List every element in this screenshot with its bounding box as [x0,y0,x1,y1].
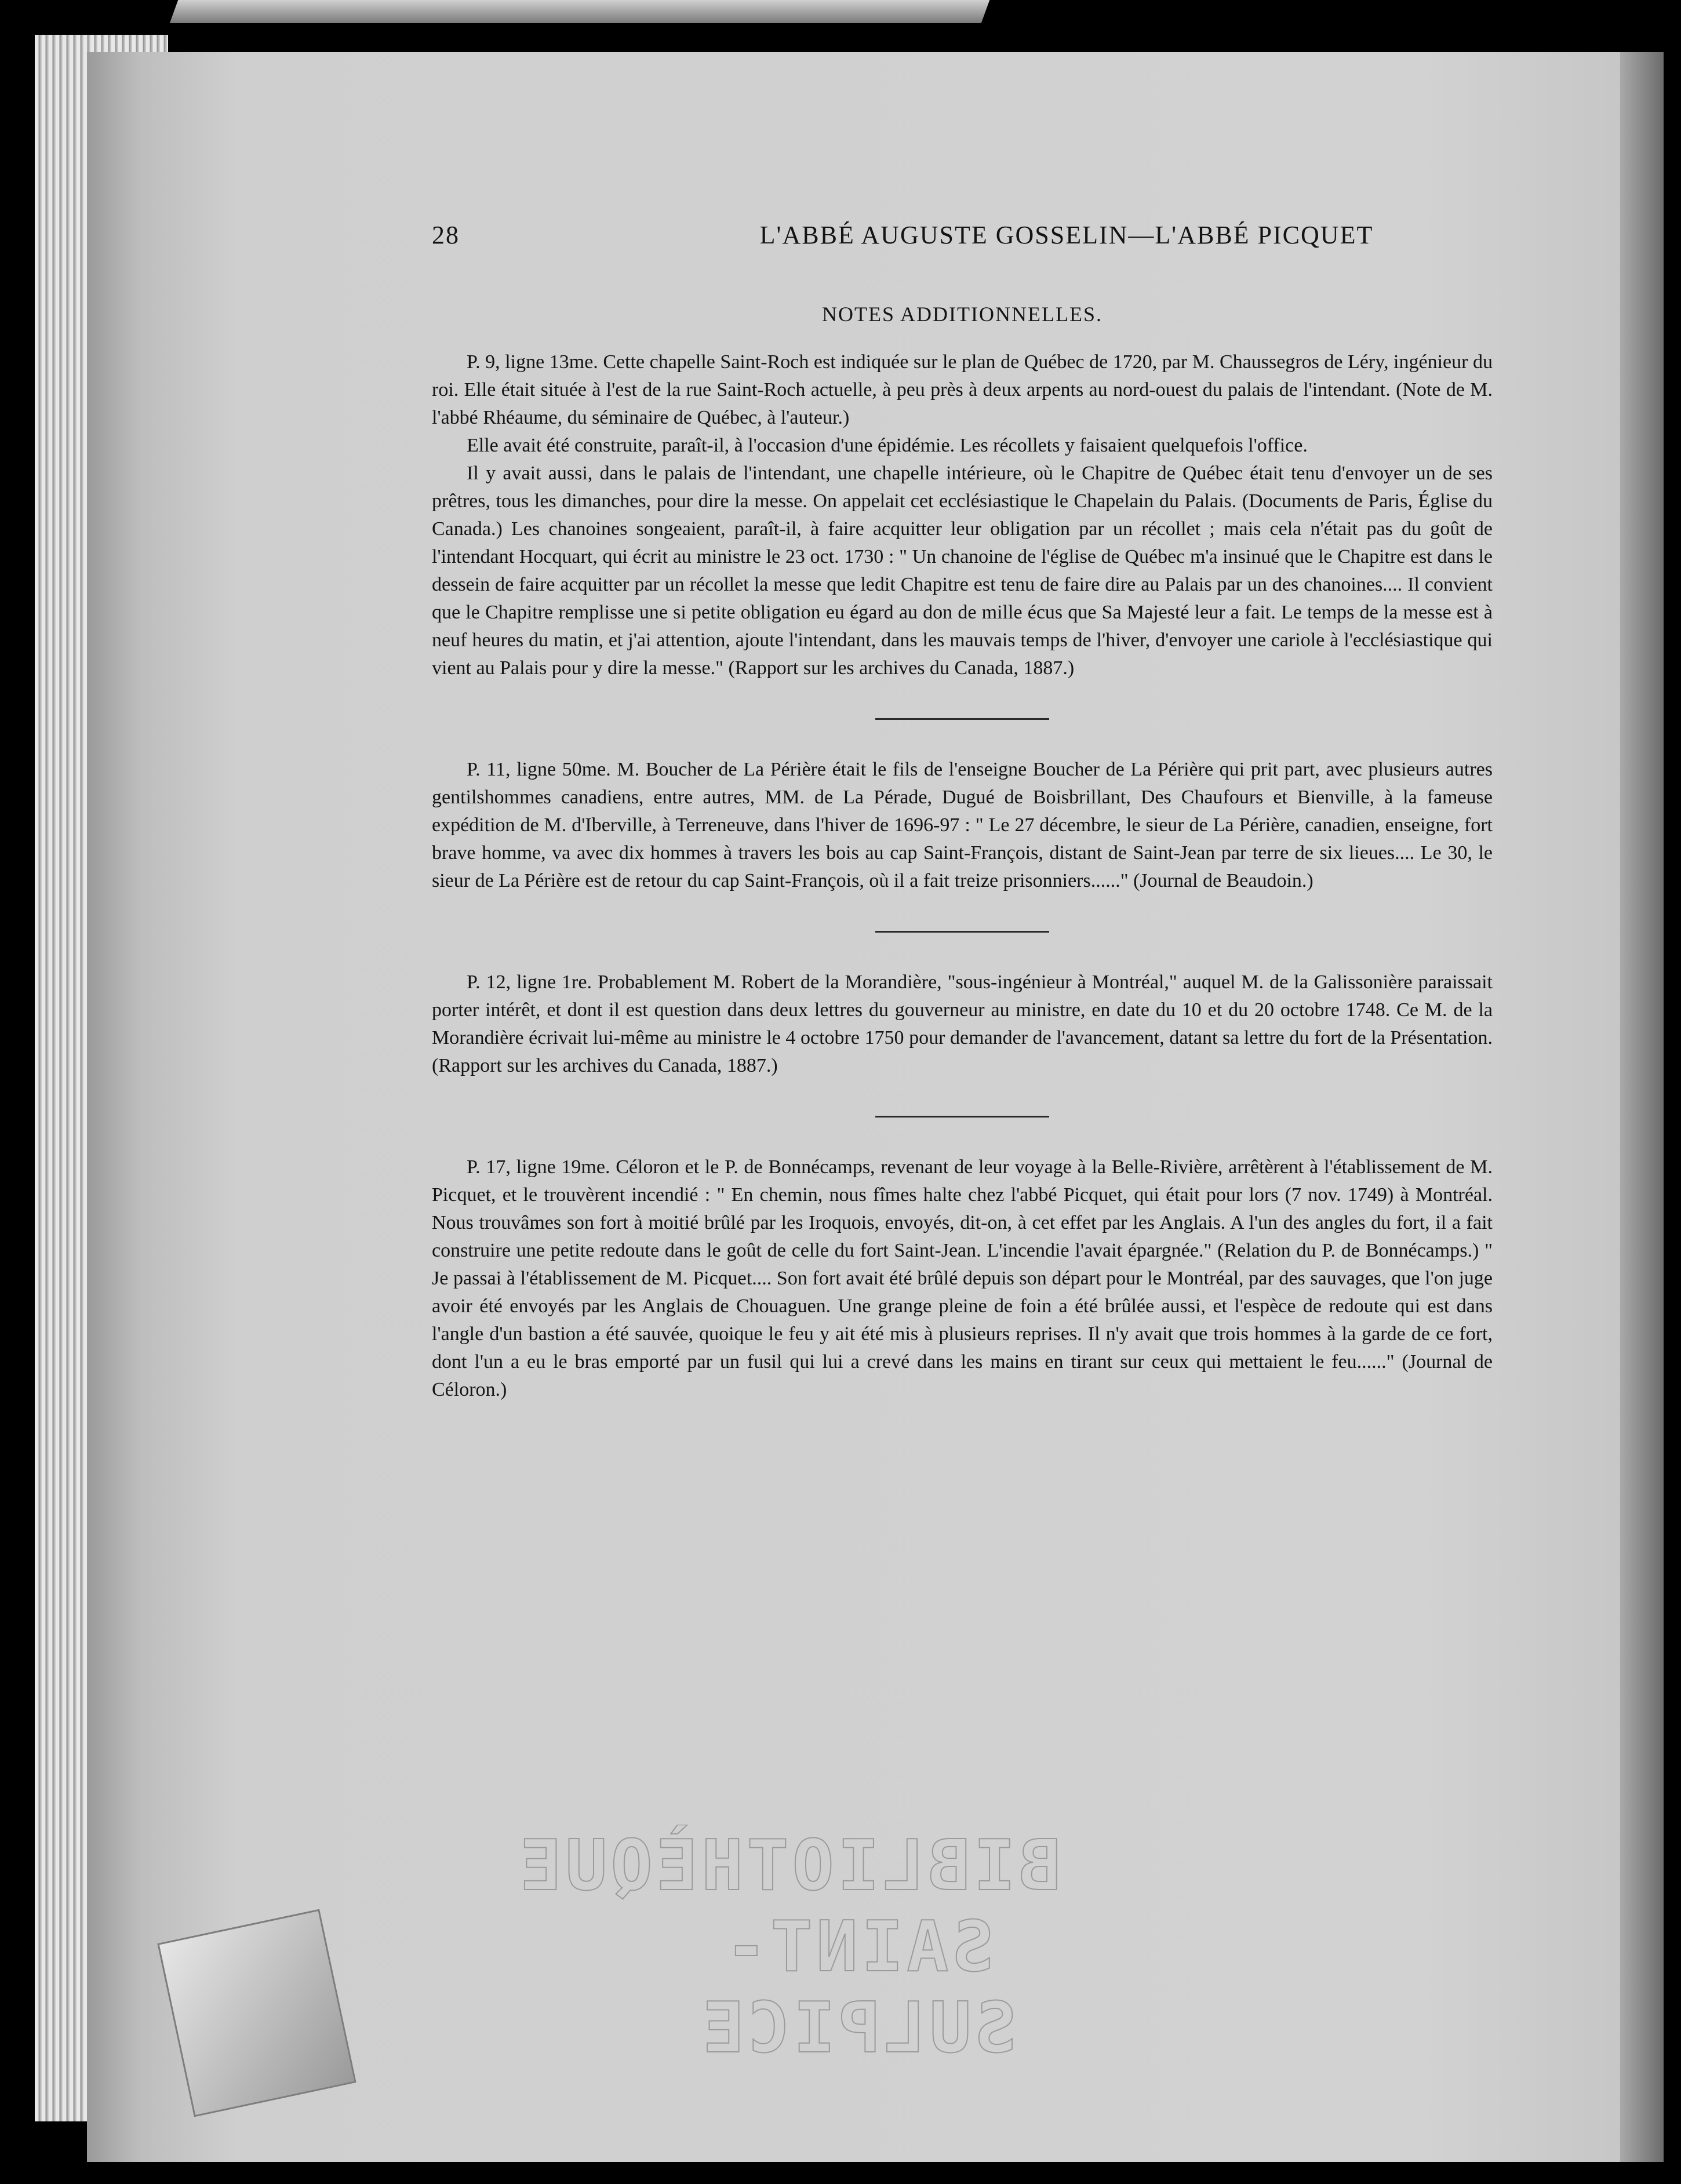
note-paragraph: P. 9, ligne 13me. Cette chapelle Saint-Roch est indiquée sur le plan de Québec de 1720, par M. Chaussegros de Léry, ingénieur du roi. Elle était située à l'est de la rue Saint-Roch actuelle, à peu près à deux arpents au nord-ouest du palais de l'intendant. (Note de M. l'abbé Rhéaume, du séminaire de Québec, à l'auteur.) [432,351,1493,428]
note-paragraph: Elle avait été construite, paraît-il, à l'occasion d'une épidémie. Les récollets y faisaient quelquefois l'office. [467,435,1308,456]
page-number: 28 [432,221,460,249]
note-boucher-de-la-periere [432,756,1493,895]
section-title: NOTES ADDITIONNELLES. [822,303,1103,326]
note-chapelle-saint-roch [432,348,1493,682]
page-content [432,220,1493,1404]
section-divider [875,931,1049,933]
note-morandiere [432,969,1493,1080]
section-divider [875,1116,1049,1118]
section-divider [875,718,1049,720]
library-perforation-stamp [516,1826,1061,2069]
stamp-line: BIBLIOTHÈQUE [516,1826,1061,1906]
note-paragraph: P. 12, ligne 1re. Probablement M. Robert de la Morandière, "sous-ingénieur à Montréal," auquel M. de la Galissonière paraissait porter intérêt, et dont il est question dans deux lettres du gouverneur au ministre, en date du 10 et du 20 octobre 1748. Ce M. de la Morandière écrivait lui-même au ministre le 4 octobre 1750 pour demander de l'avancement, datant sa lettre du fort de la Présentation. (Rapport sur les archives du Canada, 1887.) [432,971,1493,1076]
note-paragraph: P. 17, ligne 19me. Céloron et le P. de Bonnécamps, revenant de leur voyage à la Belle-Rivière, arrêtèrent à l'établissement de M. Picquet, et le trouvèrent incendié : " En chemin, nous fîmes halte chez l'abbé Picquet, qui était pour lors (7 nov. 1749) à Montréal. Nous trouvâmes son fort à moitié brûlé par les Iroquois, envoyés, dit-on, à cet effet par les Anglais. A l'un des angles du fort, il a fait construire une petite redoute dans le goût de celle du fort Saint-Jean. L'incendie l'avait épargnée." (Relation du P. de Bonnécamps.) " Je passai à l'établissement de M. Picquet.... Son fort avait été brûlé depuis son départ pour le Montréal, par des sauvages, que l'on juge avoir été envoyés par les Anglais de Chouaguen. Une grange pleine de foin a été brûlée aussi, et l'espèce de redoute qui est dans l'angle d'un bastion a été sauvée, quoique le feu y ait été mis à plusieurs reprises. Il n'y avait que trois hommes à la garde de ce fort, dont l'un a eu le bras emporté par un fusil qui lui a crevé dans les mains en tirant sur ceux qui mettaient le feu......" (Journal de Céloron.) [432,1156,1493,1400]
note-paragraph: P. 11, ligne 50me. M. Boucher de La Périère était le fils de l'enseigne Boucher de La Périère qui prit part, avec plusieurs autres gentilshommes canadiens, entre autres, MM. de La Pérade, Dugué de Boisbrillant, Des Chaufours et Bienville, à la fameuse expédition de M. d'Iberville, à Terreneuve, dans l'hiver de 1696-97 : " Le 27 décembre, le sieur de La Périère, canadien, enseigne, fort brave homme, va avec dix hommes à travers les bois au cap Saint-François, distant de Saint-Jean par terre de six lieues.... Le 30, le sieur de La Périère est de retour du cap Saint-François, où il a fait treize prisonniers......" (Journal de Beaudoin.) [432,759,1493,891]
running-title: L'ABBÉ AUGUSTE GOSSELIN—L'ABBÉ PICQUET [759,221,1374,249]
note-paragraph: Il y avait aussi, dans le palais de l'intendant, une chapelle intérieure, où le Chapitre de Québec était tenu d'envoyer un de ses prêtres, tous les dimanches, pour dire la messe. On appelait cet ecclésiastique le Chapelain du Palais. (Documents de Paris, Église du Canada.) Les chanoines songeaient, paraît-il, à faire acquitter leur obligation par un récollet ; mais cela n'était pas du goût de l'intendant Hocquart, qui écrit au ministre le 23 oct. 1730 : " Un chanoine de l'église de Québec m'a insinué que le Chapitre est dans le dessein de faire acquitter par un récollet la messe que ledit Chapitre est tenu de faire dire au Palais par un des chanoines.... Il convient que le Chapitre remplisse une si petite obligation eu égard au don de mille écus que Sa Majesté leur a fait. Le temps de la messe est à neuf heures du matin, et j'ai attention, ajoute l'intendant, dans les mauvais temps de l'hiver, d'envoyer une cariole à l'ecclésiastique qui vient au Palais pour y dire la messe." (Rapport sur les archives du Canada, 1887.) [432,463,1493,679]
torn-paper-scrap [170,0,990,23]
note-celoron [432,1153,1493,1404]
stamp-line: SAINT-SULPICE [699,1907,1017,2069]
page-right-shadow [1620,52,1664,2162]
running-header [432,220,1493,250]
